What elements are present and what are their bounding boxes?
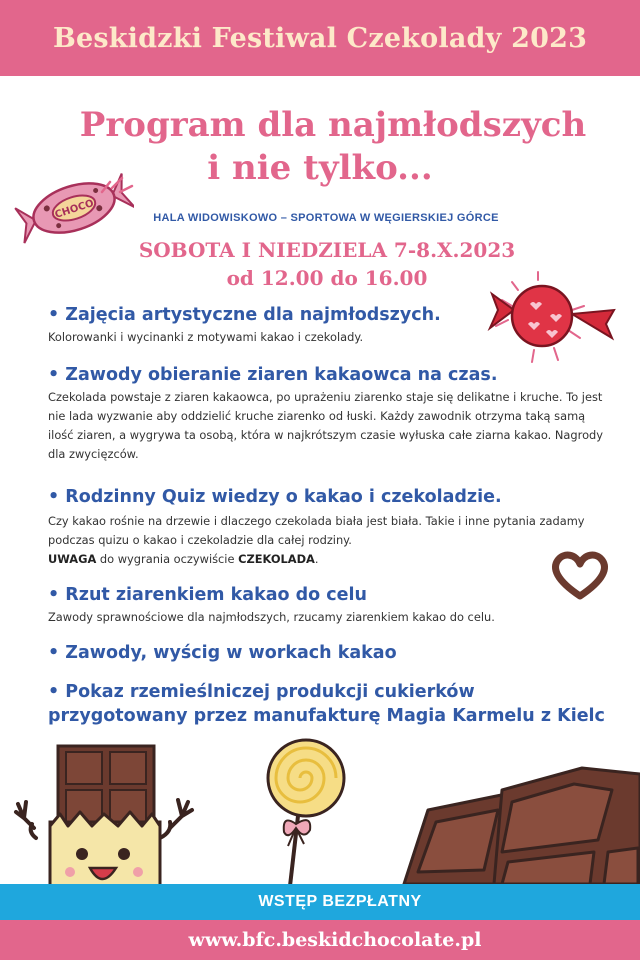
note-warning: UWAGA [48, 552, 97, 566]
dates-hours: od 12.00 do 16.00 [226, 266, 428, 290]
dates-days: SOBOTA I NIEDZIELA 7-8.X.2023 [138, 238, 516, 262]
program-item [48, 584, 495, 627]
program-item-title: • Zawody obieranie ziaren kakaowca na czas. [48, 365, 498, 385]
lollipop-icon [256, 736, 356, 886]
free-entry-label: WSTĘP BEZPŁATNY [258, 893, 422, 910]
note-prize: CZEKOLADA [238, 552, 315, 566]
program-headline [0, 104, 640, 190]
program-item [48, 364, 614, 464]
heart-icon [548, 546, 612, 602]
program-item-desc: Czekolada powstaje z ziaren kakaowca, po uprażeniu ziarenko staje się delikatne i kruche. To jest nie lada wyzwanie aby oddzielić kruche ziarenko od łuski. Każdy zawodnik otrzyma taką samą ilość ziaren, a wygrywa ta osobą, która w najkrótszym czasie wyłuska całe ziarna kakao. Nagrody dla zwycięzców. [48, 390, 604, 461]
candy-label: CHOCO [53, 198, 96, 221]
program-item [48, 304, 441, 347]
program-item-title: • Rzut ziarenkiem kakao do celu [48, 585, 367, 605]
headline-line-1: Program dla najmłodszych [79, 105, 587, 145]
free-entry-bar [0, 884, 640, 920]
program-item-title: • Pokaz rzemieślniczej produkcji cukierków przygotowany przez manufakturę Magia Karmelu z Kielc [48, 682, 605, 726]
program-item [48, 486, 588, 569]
program-item-desc: Kolorowanki i wycinanki z motywami kakao i czekolady. [48, 330, 364, 344]
header-bar [0, 0, 640, 76]
program-item-title: • Rodzinny Quiz wiedzy o kakao i czekoladzie. [48, 487, 502, 507]
note-end: . [314, 552, 319, 566]
website-link[interactable]: www.bfc.beskidchocolate.pl [188, 929, 482, 951]
program-item-desc: Czy kakao rośnie na drzewie i dlaczego czekolada biała jest biała. Takie i inne pytania zadamy podczas quizu o kakao i czekoladzie dla całej rodziny. [48, 514, 585, 547]
program-item-title: • Zajęcia artystyczne dla najmłodszych. [48, 305, 441, 325]
festival-title: Beskidzki Festiwal Czekolady 2023 [52, 22, 588, 54]
program-item-title: • Zawody, wyścig w workach kakao [48, 643, 397, 663]
venue-label: HALA WIDOWISKOWO – SPORTOWA W WĘGIERSKIEJ GÓRCE [153, 212, 499, 224]
note-text: do wygrania oczywiście [96, 552, 239, 566]
program-item-desc: Zawody sprawnościowe dla najmłodszych, rzucamy ziarenkiem kakao do celu. [48, 610, 495, 624]
program-item [48, 642, 397, 664]
headline-line-2: i nie tylko... [207, 148, 433, 188]
chocolate-pieces-icon [398, 752, 640, 884]
program-item [48, 680, 608, 728]
red-candy-icon [468, 270, 618, 366]
footer-bar [0, 920, 640, 960]
